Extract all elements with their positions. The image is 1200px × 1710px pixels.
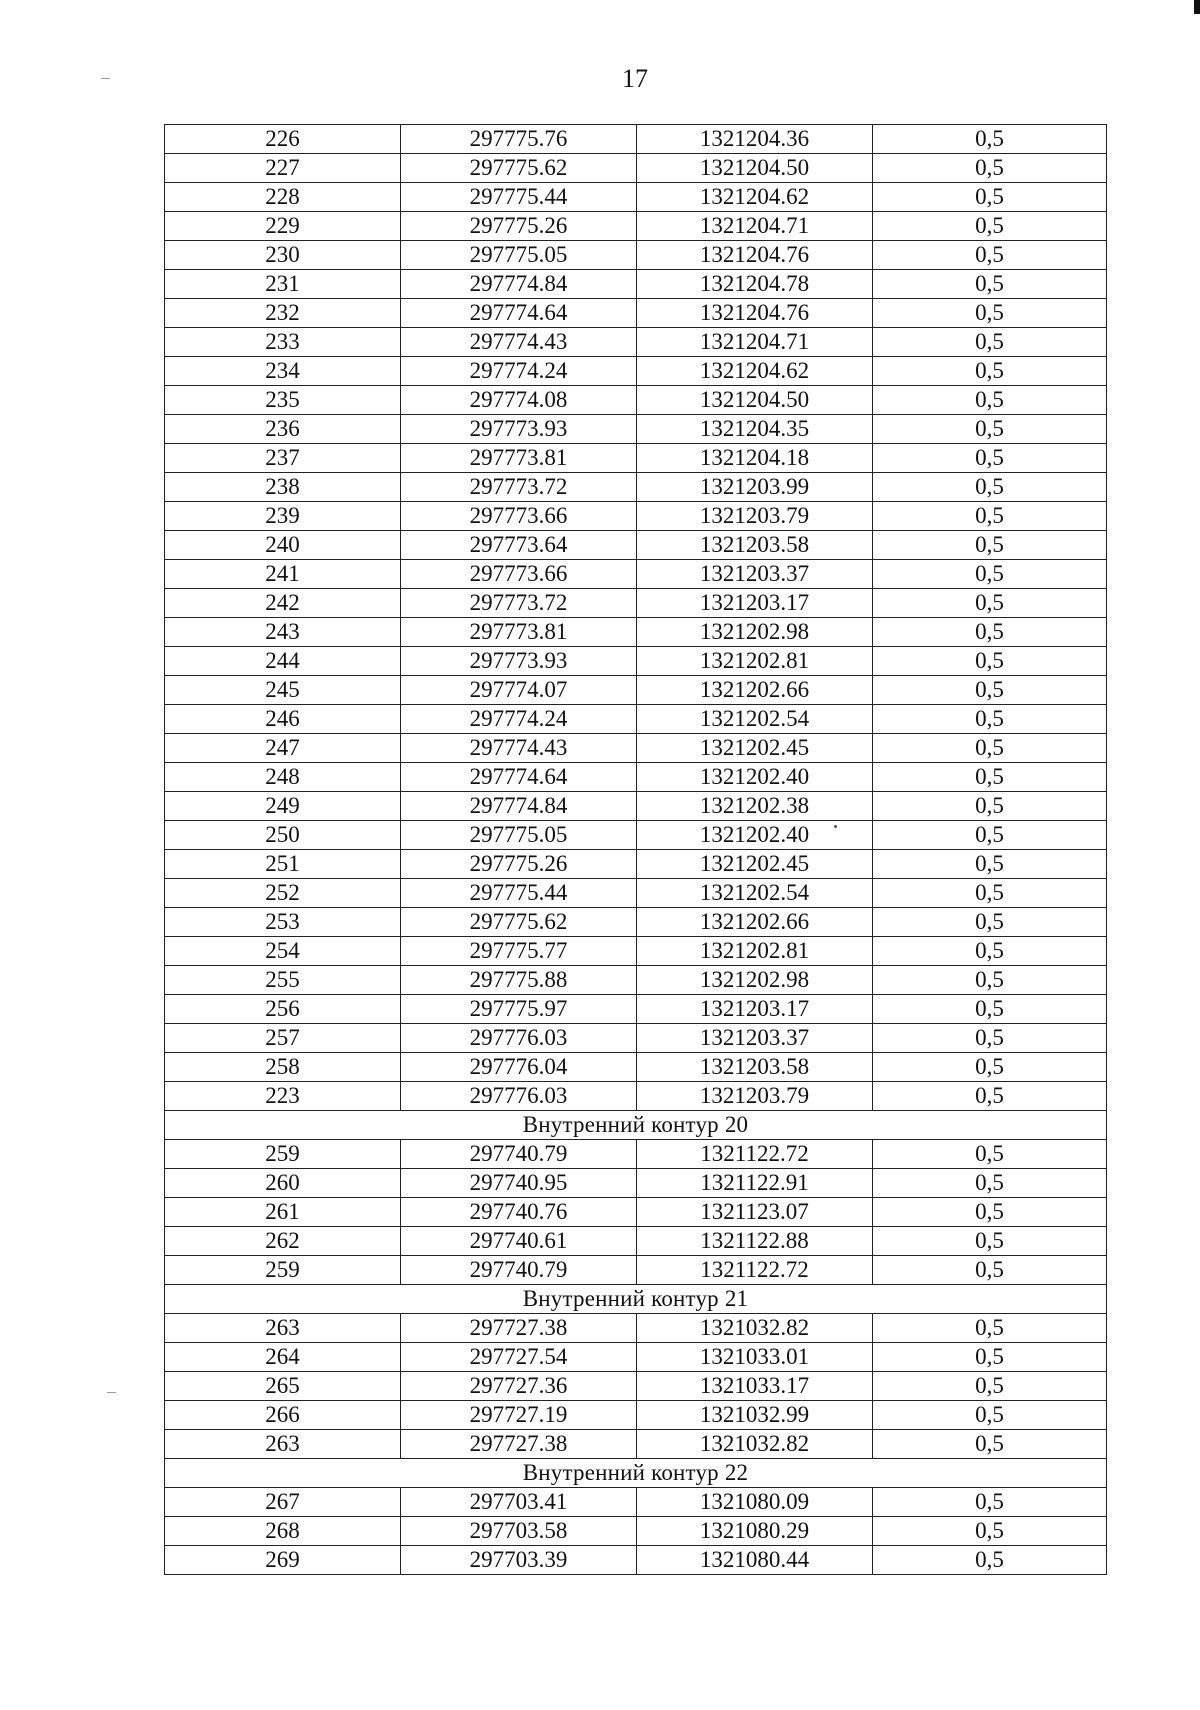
x-coordinate-cell: 297774.84 bbox=[401, 270, 637, 299]
y-coordinate-cell: 1321202.40 bbox=[637, 763, 873, 792]
y-coordinate-cell: 1321203.58 bbox=[637, 531, 873, 560]
accuracy-cell: 0,5 bbox=[873, 792, 1107, 821]
point-number-cell: 259 bbox=[165, 1256, 401, 1285]
x-coordinate-cell: 297773.93 bbox=[401, 415, 637, 444]
table-row bbox=[165, 589, 1107, 618]
x-coordinate-cell: 297776.03 bbox=[401, 1024, 637, 1053]
accuracy-cell: 0,5 bbox=[873, 647, 1107, 676]
page-number: 17 bbox=[622, 64, 648, 93]
x-coordinate-cell: 297727.54 bbox=[401, 1343, 637, 1372]
table-row bbox=[165, 1488, 1107, 1517]
accuracy-cell: 0,5 bbox=[873, 531, 1107, 560]
point-number-cell: 246 bbox=[165, 705, 401, 734]
x-coordinate-cell: 297703.39 bbox=[401, 1546, 637, 1575]
point-number-cell: 255 bbox=[165, 966, 401, 995]
point-number-cell: 239 bbox=[165, 502, 401, 531]
accuracy-cell: 0,5 bbox=[873, 705, 1107, 734]
accuracy-cell: 0,5 bbox=[873, 1227, 1107, 1256]
x-coordinate-cell: 297775.77 bbox=[401, 937, 637, 966]
y-coordinate-cell: 1321122.72 bbox=[637, 1140, 873, 1169]
y-coordinate-cell: 1321203.79 bbox=[637, 1082, 873, 1111]
table-row bbox=[165, 560, 1107, 589]
y-coordinate-cell: 1321204.71 bbox=[637, 328, 873, 357]
point-number-cell: 236 bbox=[165, 415, 401, 444]
point-number-cell: 254 bbox=[165, 937, 401, 966]
accuracy-cell: 0,5 bbox=[873, 560, 1107, 589]
x-coordinate-cell: 297740.79 bbox=[401, 1256, 637, 1285]
y-coordinate-cell: 1321203.79 bbox=[637, 502, 873, 531]
point-number-cell: 234 bbox=[165, 357, 401, 386]
point-number-cell: 237 bbox=[165, 444, 401, 473]
x-coordinate-cell: 297774.64 bbox=[401, 763, 637, 792]
accuracy-cell: 0,5 bbox=[873, 154, 1107, 183]
y-coordinate-cell: 1321203.37 bbox=[637, 1024, 873, 1053]
x-coordinate-cell: 297775.44 bbox=[401, 879, 637, 908]
table-row bbox=[165, 183, 1107, 212]
table-row bbox=[165, 879, 1107, 908]
accuracy-cell: 0,5 bbox=[873, 1488, 1107, 1517]
y-coordinate-cell: 1321204.50 bbox=[637, 154, 873, 183]
y-coordinate-cell: 1321202.81 bbox=[637, 647, 873, 676]
y-coordinate-cell: 1321080.09 bbox=[637, 1488, 873, 1517]
table-row bbox=[165, 531, 1107, 560]
x-coordinate-cell: 297774.24 bbox=[401, 705, 637, 734]
y-coordinate-cell: 1321202.54 bbox=[637, 705, 873, 734]
accuracy-cell: 0,5 bbox=[873, 1314, 1107, 1343]
table-row bbox=[165, 212, 1107, 241]
point-number-cell: 231 bbox=[165, 270, 401, 299]
x-coordinate-cell: 297773.66 bbox=[401, 560, 637, 589]
x-coordinate-cell: 297703.41 bbox=[401, 1488, 637, 1517]
x-coordinate-cell: 297775.88 bbox=[401, 966, 637, 995]
y-coordinate-cell: 1321032.82 bbox=[637, 1314, 873, 1343]
point-number-cell: 245 bbox=[165, 676, 401, 705]
x-coordinate-cell: 297740.95 bbox=[401, 1169, 637, 1198]
x-coordinate-cell: 297773.64 bbox=[401, 531, 637, 560]
accuracy-cell: 0,5 bbox=[873, 415, 1107, 444]
accuracy-cell: 0,5 bbox=[873, 1256, 1107, 1285]
section-title-row bbox=[165, 1459, 1107, 1488]
y-coordinate-cell: 1321033.17 bbox=[637, 1372, 873, 1401]
x-coordinate-cell: 297775.44 bbox=[401, 183, 637, 212]
x-coordinate-cell: 297774.84 bbox=[401, 792, 637, 821]
table-row bbox=[165, 821, 1107, 850]
point-number-cell: 248 bbox=[165, 763, 401, 792]
point-number-cell: 249 bbox=[165, 792, 401, 821]
table-row bbox=[165, 1343, 1107, 1372]
table-row bbox=[165, 328, 1107, 357]
table-row bbox=[165, 1053, 1107, 1082]
accuracy-cell: 0,5 bbox=[873, 879, 1107, 908]
table-row bbox=[165, 618, 1107, 647]
accuracy-cell: 0,5 bbox=[873, 1401, 1107, 1430]
table-row bbox=[165, 1314, 1107, 1343]
table-row bbox=[165, 1546, 1107, 1575]
x-coordinate-cell: 297776.03 bbox=[401, 1082, 637, 1111]
y-coordinate-cell: 1321202.98 bbox=[637, 966, 873, 995]
x-coordinate-cell: 297774.64 bbox=[401, 299, 637, 328]
x-coordinate-cell: 297727.38 bbox=[401, 1430, 637, 1459]
point-number-cell: 242 bbox=[165, 589, 401, 618]
table-row bbox=[165, 966, 1107, 995]
y-coordinate-cell: 1321204.78 bbox=[637, 270, 873, 299]
point-number-cell: 228 bbox=[165, 183, 401, 212]
y-coordinate-cell: 1321204.71 bbox=[637, 212, 873, 241]
table-row bbox=[165, 1024, 1107, 1053]
table-row bbox=[165, 1517, 1107, 1546]
point-number-cell: 260 bbox=[165, 1169, 401, 1198]
accuracy-cell: 0,5 bbox=[873, 618, 1107, 647]
point-number-cell: 232 bbox=[165, 299, 401, 328]
accuracy-cell: 0,5 bbox=[873, 821, 1107, 850]
point-number-cell: 259 bbox=[165, 1140, 401, 1169]
table-row bbox=[165, 415, 1107, 444]
x-coordinate-cell: 297776.04 bbox=[401, 1053, 637, 1082]
x-coordinate-cell: 297774.43 bbox=[401, 734, 637, 763]
x-coordinate-cell: 297740.76 bbox=[401, 1198, 637, 1227]
point-number-cell: 264 bbox=[165, 1343, 401, 1372]
accuracy-cell: 0,5 bbox=[873, 1546, 1107, 1575]
accuracy-cell: 0,5 bbox=[873, 125, 1107, 154]
coordinates-table bbox=[164, 124, 1107, 1575]
y-coordinate-cell: 1321203.17 bbox=[637, 589, 873, 618]
table-row bbox=[165, 502, 1107, 531]
y-coordinate-cell: 1321202.54 bbox=[637, 879, 873, 908]
point-number-cell: 266 bbox=[165, 1401, 401, 1430]
x-coordinate-cell: 297740.79 bbox=[401, 1140, 637, 1169]
point-number-cell: 244 bbox=[165, 647, 401, 676]
x-coordinate-cell: 297775.62 bbox=[401, 154, 637, 183]
x-coordinate-cell: 297703.58 bbox=[401, 1517, 637, 1546]
accuracy-cell: 0,5 bbox=[873, 502, 1107, 531]
table-row bbox=[165, 937, 1107, 966]
accuracy-cell: 0,5 bbox=[873, 908, 1107, 937]
y-coordinate-cell: 1321202.98 bbox=[637, 618, 873, 647]
point-number-cell: 238 bbox=[165, 473, 401, 502]
table-row bbox=[165, 125, 1107, 154]
y-coordinate-cell: 1321204.35 bbox=[637, 415, 873, 444]
accuracy-cell: 0,5 bbox=[873, 183, 1107, 212]
x-coordinate-cell: 297773.72 bbox=[401, 473, 637, 502]
accuracy-cell: 0,5 bbox=[873, 1343, 1107, 1372]
y-coordinate-cell: 1321204.18 bbox=[637, 444, 873, 473]
accuracy-cell: 0,5 bbox=[873, 270, 1107, 299]
table-row bbox=[165, 1401, 1107, 1430]
table-row bbox=[165, 386, 1107, 415]
table-row bbox=[165, 763, 1107, 792]
table-row bbox=[165, 444, 1107, 473]
accuracy-cell: 0,5 bbox=[873, 473, 1107, 502]
y-coordinate-cell: 1321203.99 bbox=[637, 473, 873, 502]
accuracy-cell: 0,5 bbox=[873, 1024, 1107, 1053]
x-coordinate-cell: 297773.72 bbox=[401, 589, 637, 618]
x-coordinate-cell: 297773.81 bbox=[401, 444, 637, 473]
point-number-cell: 263 bbox=[165, 1314, 401, 1343]
accuracy-cell: 0,5 bbox=[873, 1169, 1107, 1198]
y-coordinate-cell: 1321123.07 bbox=[637, 1198, 873, 1227]
table-row bbox=[165, 357, 1107, 386]
y-coordinate-cell: 1321032.99 bbox=[637, 1401, 873, 1430]
coordinates-table-body bbox=[165, 125, 1107, 1575]
accuracy-cell: 0,5 bbox=[873, 995, 1107, 1024]
x-coordinate-cell: 297727.19 bbox=[401, 1401, 637, 1430]
x-coordinate-cell: 297727.36 bbox=[401, 1372, 637, 1401]
point-number-cell: 261 bbox=[165, 1198, 401, 1227]
point-number-cell: 247 bbox=[165, 734, 401, 763]
table-row bbox=[165, 473, 1107, 502]
y-coordinate-cell: 1321202.40 bbox=[637, 821, 873, 850]
table-row bbox=[165, 1140, 1107, 1169]
x-coordinate-cell: 297775.76 bbox=[401, 125, 637, 154]
point-number-cell: 256 bbox=[165, 995, 401, 1024]
point-number-cell: 263 bbox=[165, 1430, 401, 1459]
point-number-cell: 251 bbox=[165, 850, 401, 879]
x-coordinate-cell: 297775.26 bbox=[401, 212, 637, 241]
point-number-cell: 233 bbox=[165, 328, 401, 357]
y-coordinate-cell: 1321202.45 bbox=[637, 734, 873, 763]
accuracy-cell: 0,5 bbox=[873, 444, 1107, 473]
accuracy-cell: 0,5 bbox=[873, 1517, 1107, 1546]
y-coordinate-cell: 1321122.91 bbox=[637, 1169, 873, 1198]
x-coordinate-cell: 297727.38 bbox=[401, 1314, 637, 1343]
table-row bbox=[165, 995, 1107, 1024]
y-coordinate-cell: 1321204.62 bbox=[637, 183, 873, 212]
point-number-cell: 250 bbox=[165, 821, 401, 850]
y-coordinate-cell: 1321080.44 bbox=[637, 1546, 873, 1575]
y-coordinate-cell: 1321204.50 bbox=[637, 386, 873, 415]
table-row bbox=[165, 850, 1107, 879]
x-coordinate-cell: 297775.05 bbox=[401, 241, 637, 270]
point-number-cell: 243 bbox=[165, 618, 401, 647]
point-number-cell: 227 bbox=[165, 154, 401, 183]
x-coordinate-cell: 297773.66 bbox=[401, 502, 637, 531]
table-row bbox=[165, 705, 1107, 734]
table-row bbox=[165, 1198, 1107, 1227]
y-coordinate-cell: 1321204.76 bbox=[637, 241, 873, 270]
accuracy-cell: 0,5 bbox=[873, 763, 1107, 792]
point-number-cell: 230 bbox=[165, 241, 401, 270]
point-number-cell: 235 bbox=[165, 386, 401, 415]
accuracy-cell: 0,5 bbox=[873, 386, 1107, 415]
table-row bbox=[165, 241, 1107, 270]
section-title-row bbox=[165, 1111, 1107, 1140]
point-number-cell: 269 bbox=[165, 1546, 401, 1575]
y-coordinate-cell: 1321033.01 bbox=[637, 1343, 873, 1372]
point-number-cell: 240 bbox=[165, 531, 401, 560]
y-coordinate-cell: 1321203.58 bbox=[637, 1053, 873, 1082]
table-row bbox=[165, 676, 1107, 705]
table-row bbox=[165, 1169, 1107, 1198]
table-row bbox=[165, 270, 1107, 299]
accuracy-cell: 0,5 bbox=[873, 937, 1107, 966]
point-number-cell: 258 bbox=[165, 1053, 401, 1082]
y-coordinate-cell: 1321202.81 bbox=[637, 937, 873, 966]
y-coordinate-cell: 1321204.62 bbox=[637, 357, 873, 386]
section-title: Внутренний контур 20 bbox=[165, 1111, 1107, 1140]
y-coordinate-cell: 1321204.36 bbox=[637, 125, 873, 154]
x-coordinate-cell: 297773.93 bbox=[401, 647, 637, 676]
point-number-cell: 265 bbox=[165, 1372, 401, 1401]
y-coordinate-cell: 1321202.66 bbox=[637, 676, 873, 705]
accuracy-cell: 0,5 bbox=[873, 357, 1107, 386]
y-coordinate-cell: 1321202.66 bbox=[637, 908, 873, 937]
x-coordinate-cell: 297774.07 bbox=[401, 676, 637, 705]
section-title: Внутренний контур 22 bbox=[165, 1459, 1107, 1488]
table-row bbox=[165, 1082, 1107, 1111]
y-coordinate-cell: 1321203.17 bbox=[637, 995, 873, 1024]
y-coordinate-cell: 1321122.72 bbox=[637, 1256, 873, 1285]
accuracy-cell: 0,5 bbox=[873, 734, 1107, 763]
section-title: Внутренний контур 21 bbox=[165, 1285, 1107, 1314]
y-coordinate-cell: 1321080.29 bbox=[637, 1517, 873, 1546]
scan-corner-mark bbox=[1194, 0, 1200, 14]
x-coordinate-cell: 297774.24 bbox=[401, 357, 637, 386]
accuracy-cell: 0,5 bbox=[873, 850, 1107, 879]
accuracy-cell: 0,5 bbox=[873, 589, 1107, 618]
accuracy-cell: 0,5 bbox=[873, 299, 1107, 328]
section-title-row bbox=[165, 1285, 1107, 1314]
y-coordinate-cell: 1321204.76 bbox=[637, 299, 873, 328]
table-row bbox=[165, 154, 1107, 183]
table-row bbox=[165, 1430, 1107, 1459]
table-row bbox=[165, 792, 1107, 821]
x-coordinate-cell: 297775.62 bbox=[401, 908, 637, 937]
table-row bbox=[165, 1227, 1107, 1256]
accuracy-cell: 0,5 bbox=[873, 1372, 1107, 1401]
accuracy-cell: 0,5 bbox=[873, 966, 1107, 995]
table-row bbox=[165, 1256, 1107, 1285]
margin-tick-bottom bbox=[107, 1392, 116, 1393]
accuracy-cell: 0,5 bbox=[873, 1430, 1107, 1459]
table-row bbox=[165, 299, 1107, 328]
table-row bbox=[165, 734, 1107, 763]
point-number-cell: 241 bbox=[165, 560, 401, 589]
x-coordinate-cell: 297775.97 bbox=[401, 995, 637, 1024]
accuracy-cell: 0,5 bbox=[873, 328, 1107, 357]
y-coordinate-cell: 1321122.88 bbox=[637, 1227, 873, 1256]
accuracy-cell: 0,5 bbox=[873, 212, 1107, 241]
table-row bbox=[165, 647, 1107, 676]
x-coordinate-cell: 297775.05 bbox=[401, 821, 637, 850]
accuracy-cell: 0,5 bbox=[873, 1082, 1107, 1111]
point-number-cell: 229 bbox=[165, 212, 401, 241]
point-number-cell: 253 bbox=[165, 908, 401, 937]
y-coordinate-cell: 1321203.37 bbox=[637, 560, 873, 589]
point-number-cell: 268 bbox=[165, 1517, 401, 1546]
x-coordinate-cell: 297775.26 bbox=[401, 850, 637, 879]
x-coordinate-cell: 297773.81 bbox=[401, 618, 637, 647]
point-number-cell: 257 bbox=[165, 1024, 401, 1053]
point-number-cell: 252 bbox=[165, 879, 401, 908]
x-coordinate-cell: 297740.61 bbox=[401, 1227, 637, 1256]
accuracy-cell: 0,5 bbox=[873, 1140, 1107, 1169]
accuracy-cell: 0,5 bbox=[873, 676, 1107, 705]
x-coordinate-cell: 297774.43 bbox=[401, 328, 637, 357]
table-row bbox=[165, 1372, 1107, 1401]
accuracy-cell: 0,5 bbox=[873, 1198, 1107, 1227]
point-number-cell: 267 bbox=[165, 1488, 401, 1517]
point-number-cell: 262 bbox=[165, 1227, 401, 1256]
accuracy-cell: 0,5 bbox=[873, 241, 1107, 270]
point-number-cell: 223 bbox=[165, 1082, 401, 1111]
accuracy-cell: 0,5 bbox=[873, 1053, 1107, 1082]
y-coordinate-cell: 1321202.45 bbox=[637, 850, 873, 879]
y-coordinate-cell: 1321202.38 bbox=[637, 792, 873, 821]
point-number-cell: 226 bbox=[165, 125, 401, 154]
x-coordinate-cell: 297774.08 bbox=[401, 386, 637, 415]
y-coordinate-cell: 1321032.82 bbox=[637, 1430, 873, 1459]
table-row bbox=[165, 908, 1107, 937]
